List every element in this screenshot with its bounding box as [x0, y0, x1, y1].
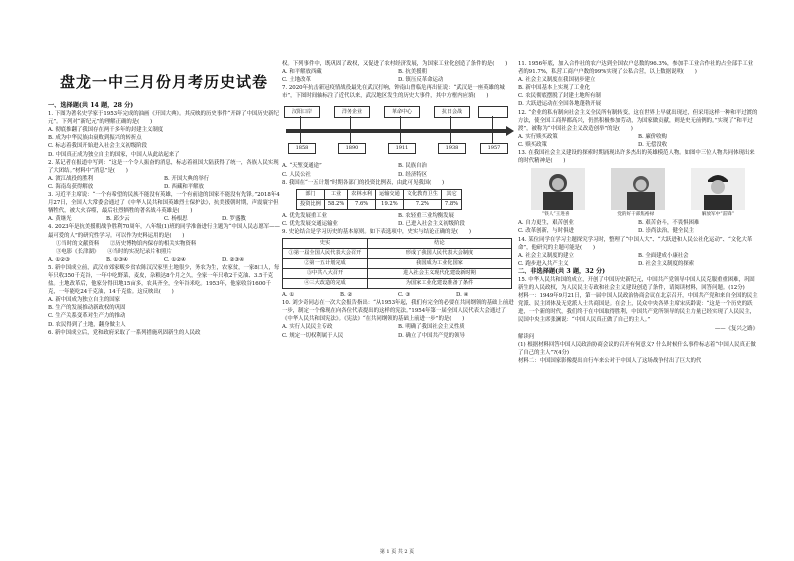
photo-captions [518, 211, 758, 219]
q3-option-d: D. 罗盛教 [222, 216, 246, 223]
q7-option-d: D. 经济特区 [398, 171, 428, 178]
question-8: 8. 我国在“一五计划”时期各部门的投资比例表，由此可见我国( ) [282, 179, 445, 186]
hero-photos [518, 168, 758, 210]
q9-option-d: D. ④ [456, 292, 469, 299]
q5-option-a: A. 新中国成为独立自主的国家 [48, 297, 121, 304]
page-footer: 第 1 页 共 2 页 [379, 549, 415, 555]
question-6-start: 6. 新中国成立后，党和政府采取了一系列措施巩固新生的人民政 [48, 329, 201, 336]
q12-option-c: C. 赎买政策 [518, 141, 547, 148]
q3-options [48, 215, 280, 223]
q15-prompt: 解读问 [518, 333, 535, 340]
wuhan-timeline [282, 102, 514, 160]
table-cell: 进入社会主义现代化建设新时期 [368, 269, 512, 279]
photo-jiao-yulu [611, 168, 665, 210]
q10-option-c: C. 规定一切权利属于人民 [282, 332, 344, 339]
history-table-row [283, 259, 512, 269]
column-3 [518, 6, 758, 365]
caption-3: 解放军中“雷锋” [701, 212, 735, 218]
investment-table [296, 189, 462, 210]
column-1 [48, 6, 280, 337]
q6-options-row2 [282, 76, 514, 84]
q4-item-2: ③电影《长津湖》 ④当时的实况纪录片和照片 [56, 248, 172, 255]
table-cell: 19.2% [376, 199, 404, 209]
q8-options-row2 [282, 220, 514, 228]
q4-item-1: ①当时的文献资料 ②历史博物馆内保存的相关实物资料 [56, 240, 197, 247]
q9-option-a: A. ① [282, 292, 295, 299]
q9-option-c: C. ③ [398, 292, 411, 299]
table-cell: ①第一届全国人民代表大会召开 [283, 249, 368, 259]
question-10: 10. 刘少奇同志在一次大会报告指出：“从1953年起，我们有完全的必要在共同纲领的基础上前进一步，制定一个像现在向各位代表提出的这样的宪法。”1954年第一届全国人民代表大会通过了《中华人民共和国宪法》。《宪法》“在共同纲领的基础上前进一步”的是( ) [282, 300, 514, 323]
investment-table-header [297, 189, 462, 199]
history-conclusion-table [282, 238, 512, 289]
q14-options-row1 [518, 252, 758, 260]
q3-option-c: C. 杨根思 [164, 216, 188, 223]
q6-option-d: D. 镇压反革命运动 [398, 77, 444, 84]
q9-option-b: B. ② [340, 292, 353, 299]
timeline-arrow [506, 126, 514, 136]
timeline-axis [286, 129, 508, 133]
q3-option-b: B. 邱少云 [106, 216, 130, 223]
table-cell: 形成了我国人民代表大会制度 [368, 249, 512, 259]
q5-option-b: B. 生产的发展推动新政权的巩固 [48, 305, 126, 312]
q1-option-a: A. 彻底推翻了我国存在两千多年的封建主义制度 [48, 127, 164, 134]
table-cell: 7.8% [441, 199, 461, 209]
q12-options-row2 [518, 141, 758, 149]
timeline-year-5: 1957 [480, 143, 508, 154]
question-1: 1. 下图为著名史学家于1953年完成的油画《开国大典》。其反映的历史事件“开辟了中国历史新纪元”。下列对“新纪元”的理解正确的是( ) [48, 111, 279, 126]
q1-option-c: C. 标志着我国开始进入社会主义初级阶段 [48, 143, 148, 150]
timeline-event-4: 抗日会战 [434, 106, 470, 118]
table-header-cell: 工业 [324, 189, 347, 199]
timeline-year-2: 1890 [338, 143, 366, 154]
q10-option-d: D. 确立了中国共产党的领导 [398, 332, 465, 339]
q7-option-c: C. 人民公社 [282, 171, 311, 178]
history-table-header [283, 239, 512, 249]
q3-option-a: A. 黄继光 [48, 216, 72, 223]
q2-option-a: A. 渡江战役的胜利 [48, 175, 94, 182]
q7-options-row2 [282, 171, 514, 179]
question-3: 3. 习近平主席说：“一个有希望的民族不能没有英雄，一个有前途的国家不能没有先锋。”2018年4月27日，全国人大常委会通过了《中华人民共和国英雄烈士保护法》，抗美援朝时期，声震寰宇但牺牲代，被大火吞噬，最后壮烈牺牲的著名战斗英雄是( ) [48, 192, 280, 215]
q2-option-c: C. 海南岛获得解放 [48, 183, 94, 190]
q2-option-d: D. 西藏和平解放 [164, 183, 204, 190]
q13-option-b: B. 艰苦奋斗，不畏惧困难 [638, 220, 700, 227]
table-header-cell: 其它 [441, 189, 461, 199]
q8-option-c: C. 优先发展交通运输业 [282, 220, 338, 227]
q15-material-1-source: ——《复兴之路》 [714, 325, 758, 332]
question-2: 2. 某记者在报道中写到：“这是一个令人振奋的消息，标志着祖国大陆获得了统一，各族人民实现了大团结。”材料中“消息”是( ) [48, 159, 279, 174]
q13-options-row2 [518, 227, 758, 235]
q14-option-c: C. 跑步进入共产主义 [518, 260, 569, 267]
q7-option-b: B. 民族自治 [398, 163, 427, 170]
table-cell: ②第一五计划完成 [283, 259, 368, 269]
q5-option-d: D. 农民得到了土地，翻身做主人 [48, 321, 126, 328]
q6-options-row1 [282, 68, 514, 76]
section-1-heading: 一、选择题(共 14 题，28 分) [48, 102, 134, 109]
column-2 [282, 6, 514, 340]
table-header-cell: 运输交通 [376, 189, 404, 199]
timeline-event-2: 洋务企业 [334, 106, 370, 118]
timeline-event-3: 革命中心 [384, 106, 420, 118]
q6-option-a: A. 和平解放西藏 [282, 69, 322, 76]
q15-subquestion-1: (1) 根据材料回答中国人民政治协商会议的召开有何意义? 什么时候什么事件标志着“中国人民真正做了自己的主人”?(4分) [518, 341, 756, 356]
table-cell: 7.2% [403, 199, 441, 209]
table-row-label: 投资比例 [297, 199, 325, 209]
q4-option-a: A. ①②③ [48, 256, 70, 263]
q10-options-row1 [282, 323, 514, 331]
caption-1: “铁人”王进喜 [541, 212, 570, 218]
timeline-year-4: 1938 [438, 143, 466, 154]
q13-option-c: C. 改革创新，与时俱进 [518, 228, 574, 235]
timeline-year-1: 1858 [288, 143, 316, 154]
table-cell: 我国成为工业化国家 [368, 259, 512, 269]
history-table-row [283, 249, 512, 259]
q4-option-b: B. ①③④ [106, 256, 128, 263]
q9-options [282, 291, 514, 299]
q12-option-a: A. 实行赎买政策 [518, 133, 558, 140]
portrait-image [611, 168, 665, 210]
table-cell: 7.6% [348, 199, 376, 209]
q14-option-d: D. 社会主义制度的探索 [638, 260, 695, 267]
q7-options-row1 [282, 162, 514, 170]
q8-option-d: D. 已进入社会主义初级阶段 [398, 220, 465, 227]
q8-options-row1 [282, 212, 514, 220]
question-12: 12. “企业的私有制向社会主义全民所有制转变，这在世界上早就出现过，但采用这样一种和平过渡的方法，使全国工商界都高兴，仍然积极参加劳动，为国家做贡献，则是史无前例的。”实现了“和平过渡”，被称为“中国社会主义改造创举”的是( ) [518, 109, 758, 132]
q2-option-b: B. 开国大典的举行 [164, 175, 210, 182]
investment-table-row [297, 199, 462, 209]
q12-options-row1 [518, 133, 758, 141]
q10-option-a: A. 实行人民民主专政 [282, 324, 333, 331]
q14-options-row2 [518, 260, 758, 268]
q8-option-a: A. 优先发展重工业 [282, 212, 328, 219]
q12-option-b: B. 廉价收购 [638, 133, 667, 140]
page-title: 盘龙一中三月份月考历史试卷 [59, 73, 268, 91]
question-4: 4. 2023年是抗美援朝战争胜利70周年，八年级(1)班的同学准备进行主题为“中国人民志愿军——最可爱的人”的研究性学习。可以作为史料运用的是( ) [48, 224, 280, 239]
q2-options-row2 [48, 183, 280, 191]
q1-option-b: B. 成为中华民族由衰败到振兴的转折点 [48, 135, 142, 142]
timeline-event-1: 汉阳口岸 [284, 106, 320, 118]
q13-options-row1 [518, 219, 758, 227]
timeline-year-3: 1911 [388, 143, 416, 154]
portrait-image [691, 168, 745, 210]
q2-options-row1 [48, 175, 280, 183]
history-table-row [283, 269, 512, 279]
table-header-cell: 史实 [283, 239, 368, 249]
table-cell: ③中共八大召开 [283, 269, 368, 279]
table-header-cell: 农林水利 [348, 189, 376, 199]
question-14: 14. 某位同学在学习主题探究学习时，整理了“中国人大”、“大跃进和人民公社化运动”、“文化大革命”，他研究的主题可能是( ) [518, 236, 753, 251]
q10-option-b: B. 明确了我国社会主义性质 [398, 324, 465, 331]
q7-option-a: A. “天堑变通途” [282, 163, 322, 170]
q4-option-d: D. ②③④ [222, 256, 245, 263]
question-11: 11. 1956年底，加入合作社的农户达到全国农户总数的96.3%，参加手工业合作社的占全部手工业者的91.7%，私营工商户户数的99%实现了公私合营，以上数据说明( ) [518, 61, 754, 76]
table-header-cell: 文化教育卫生 [403, 189, 441, 199]
q12-option-d: D. 无偿没收 [638, 141, 668, 148]
q11-option-b: B. 新中国基本上实现了工业化 [518, 85, 591, 92]
photo-wang-jinxi [531, 168, 585, 210]
question-13: 13. 在我国社会主义建设的探索时期涌现出许多杰出的英雄模范人物。如图中三位人物共同体现出来的时代精神是( ) [518, 150, 755, 165]
q4-options [48, 256, 280, 264]
caption-2: 党的好干部焦裕禄 [617, 212, 655, 218]
q13-option-d: D. 崇尚法治，健全民主 [638, 228, 695, 235]
table-cell: ④三大改造的完成 [283, 279, 368, 289]
q1-option-d: D. 中国真正成为独立自主的国家，中国人从此站起来了 [48, 151, 180, 158]
section-2-heading: 二、非选择题(共 3 题，32 分) [518, 267, 606, 275]
history-table-row [283, 279, 512, 289]
q15-material-1: 材料一：1949年9月21日，第一届中国人民政治协商会议在北京召开，中国共产党和来自全国的民主党派、民主团体及无党派人士共商国是。在会上，民众中央各界主席宋庆龄说：“这是一个历史的跃进，一个新的时代，我们终于在中国取得胜利，中国共产党所领导的民主力量已经实现了人民民主，民国中央主席张澜说：“中国人民真正做了自己的主人。” [518, 293, 758, 324]
q13-option-a: A. 自力更生，艰苦创业 [518, 220, 574, 227]
q11-option-c: C. 农民彻底摆脱了封建土地所有制 [518, 93, 601, 100]
question-15: 15. 中华人民共和国的成立，开创了中国历史新纪元，中国共产党领导中国人民克服重重困难，巩固新生的人民政权，为人民民主专政和社会主义建设创造了条件，请阅读材料，回答问题。(12分) [518, 276, 755, 292]
table-header-cell: 结论 [368, 239, 512, 249]
photo-lei-feng [691, 168, 745, 210]
question-7: 7. 2020年抗击新冠疫情战役最先在武汉打响，钟南山曾临危再出征说：“武汉是一座英雄的城市”，下图时间轴标注了近代以来，武汉地区发生的历史大事件，其中方框内应填( ) [282, 85, 505, 100]
q14-option-b: B. 全面建成小康社会 [638, 252, 689, 259]
q5-option-c: C. 生产关系变革对生产力的推动 [48, 313, 126, 320]
table-cell: 58.2% [324, 199, 347, 209]
question-6-cont: 权。下列事件中，既巩固了政权，又促进了农村经济发展，为国家工业化创造了条件的是( ) [282, 61, 508, 67]
table-header-cell: 部门 [297, 189, 325, 199]
q14-option-a: A. 社会主义制度的建立 [518, 252, 574, 259]
timeline-blank-box [478, 106, 508, 118]
q6-option-c: C. 土地改革 [282, 77, 311, 84]
question-5: 5. 新中国成立前，武汉市郊家畈乡贫农陈汉汉家里土地很少，务农为生，农家贫，一家8口人，每年只收350千克谷，一年中吃野菜，麦皮，杂粮达8个月之久，全家一年只收2千克油、3.5千克盐。土地改革后，他家分得田地15亩多，农具齐全，全年谷米吃。1953年，他家收谷1600千克，一年能吃24千克油，14千克盐。这反映出( ) [48, 264, 280, 296]
portrait-image [531, 168, 585, 210]
table-cell: 为国家工业化建设准备了条件 [368, 279, 512, 289]
q8-option-b: B. 农轻重三业均衡发展 [398, 212, 454, 219]
q10-options-row2 [282, 332, 514, 340]
q11-option-a: A. 社会主义制度在我国初步建立 [518, 77, 596, 84]
question-9: 9. 史论结合是学习历史的基本原则。如下表选项中，史实与结论正确的是( ) [282, 228, 471, 235]
q11-option-d: D. 大跃进运动在全国各地蓬勃开展 [518, 101, 602, 108]
q4-option-c: C. ①②④ [164, 256, 186, 263]
q6-option-b: B. 抗美援朝 [398, 69, 427, 76]
q15-material-2: 材料二：中国国家影像提出自行车来公对于中国人了这场战争付出了巨大的代 [518, 357, 702, 364]
